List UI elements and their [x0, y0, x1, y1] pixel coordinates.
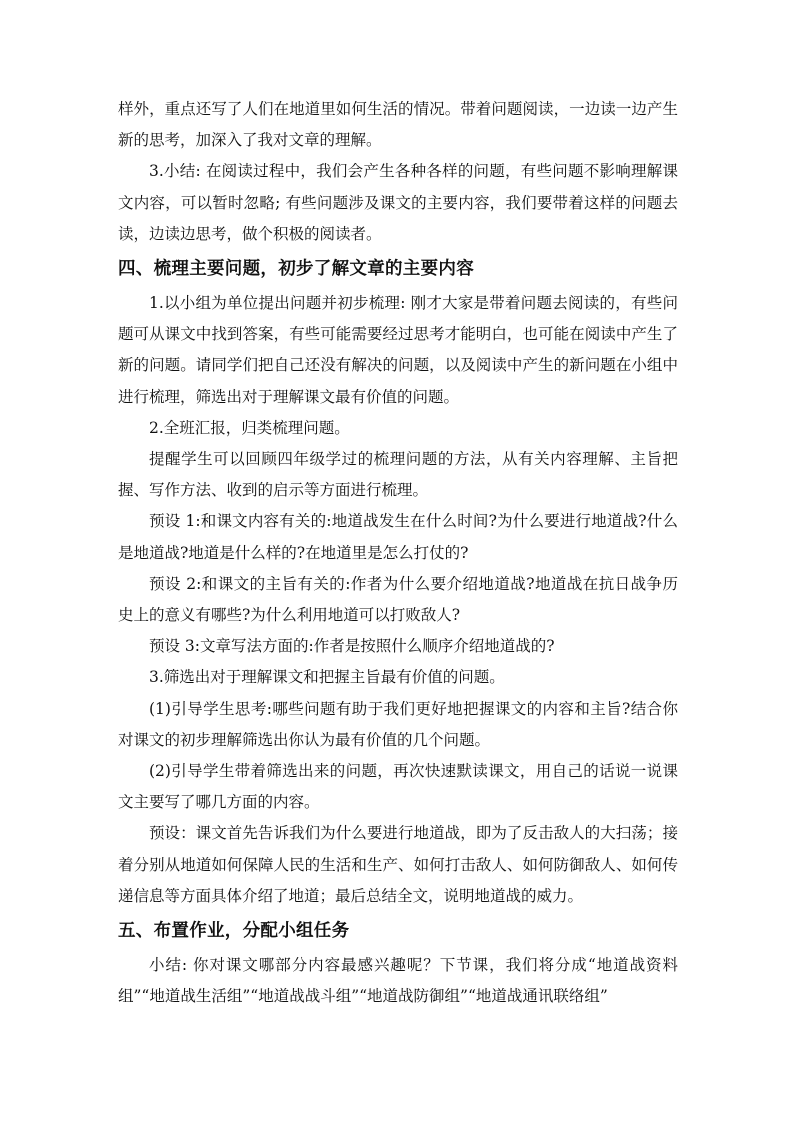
section-heading-4: 四、梳理主要问题，初步了解文章的主要内容	[118, 259, 474, 280]
paragraph-step-2: 2.全班汇报，归类梳理问题。	[149, 418, 350, 437]
paragraph-continued: 样外，重点还写了人们在地道里如何生活的情况。带着问题阅读，一边读一边产生新的思考，加深入了我对文章的理解。	[118, 100, 678, 150]
paragraph-step-1: 1.以小组为单位提出问题并初步梳理: 刚才大家是带着问题去阅读的，有些问题可从课文中找到答案，有些可能需要经过思考才能明白，也可能在阅读中产生了新的问题。请同学们把自己还没有解决的问题，以及阅读中产生的新问题在小组中进行梳理，筛选出对于理解课文最有价值的问题。	[118, 294, 678, 406]
paragraph-reminder: 提醒学生可以回顾四年级学过的梳理问题的方法，从有关内容理解、主旨把握、写作方法、收到的启示等方面进行梳理。	[118, 450, 678, 500]
paragraph-guide-2: (2)引导学生带着筛选出来的问题，再次快速默读课文，用自己的话说一说课文主要写了哪几方面的内容。	[118, 762, 678, 812]
document-page	[118, 94, 678, 1012]
paragraph-preset-1: 预设 1:和课文内容有关的:地道战发生在什么时间?为什么要进行地道战?什么是地道战?地道是什么样的?在地道里是怎么打仗的?	[118, 512, 678, 562]
paragraph-summary-3: 3.小结: 在阅读过程中，我们会产生各种各样的问题，有些问题不影响理解课文内容，可以暂时忽略; 有些问题涉及课文的主要内容，我们要带着这样的问题去读，边读边思考，做个积极的阅读者。	[118, 162, 678, 243]
paragraph-guide-1: (1)引导学生思考:哪些问题有助于我们更好地把握课文的内容和主旨?结合你对课文的初步理解筛选出你认为最有价值的几个问题。	[118, 699, 678, 749]
paragraph-step-3: 3.筛选出对于理解课文和把握主旨最有价值的问题。	[149, 668, 505, 687]
paragraph-preset-summary: 预设：课文首先告诉我们为什么要进行地道战，即为了反击敌人的大扫荡；接着分别从地道如何保障人民的生活和生产、如何打击敌人、如何防御敌人、如何传递信息等方面具体介绍了地道；最后总结全文，说明地道战的威力。	[118, 824, 678, 905]
section-heading-5: 五、布置作业，分配小组任务	[118, 921, 350, 942]
paragraph-homework-summary: 小结: 你对课文哪部分内容最感兴趣呢？下节课，我们将分成“地道战资料组”“地道战生活组”“地道战战斗组”“地道战防御组”“地道战通讯联络组”	[118, 956, 678, 1006]
paragraph-preset-2: 预设 2:和课文的主旨有关的:作者为什么要介绍地道战?地道战在抗日战争历史上的意义有哪些?为什么利用地道可以打败敌人?	[118, 574, 678, 625]
paragraph-preset-3: 预设 3:文章写法方面的:作者是按照什么顺序介绍地道战的?	[149, 637, 555, 656]
